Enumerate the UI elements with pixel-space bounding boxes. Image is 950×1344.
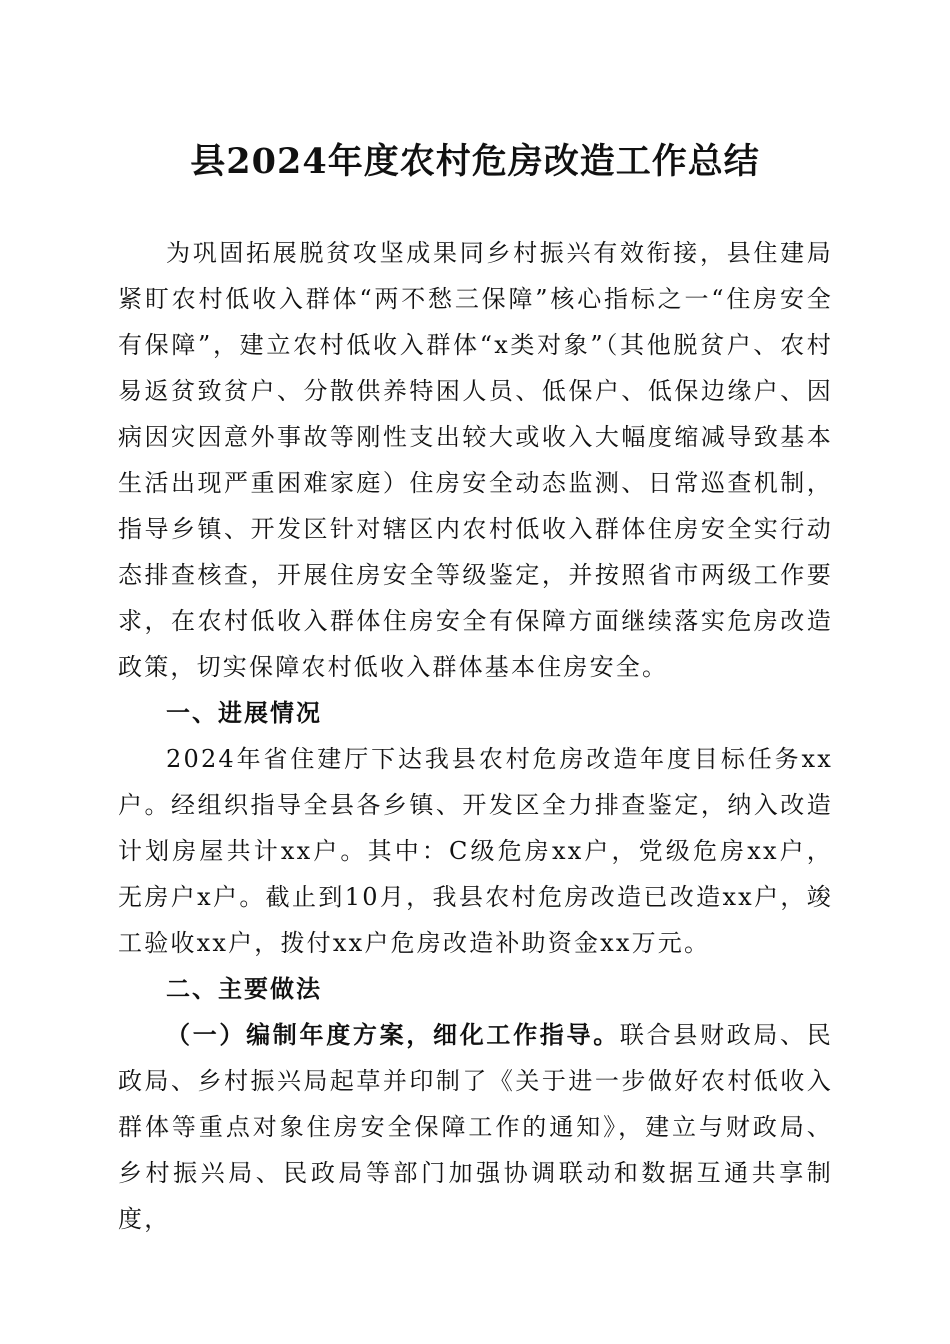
document-body bbox=[118, 230, 833, 1242]
subsection-text: 联合县财政局、民政局、乡村振兴局起草并印制了《关于进一步做好农村低收入群体等重点对象住房安全保障工作的通知》，建立与财政局、乡村振兴局、民政局等部门加强协调联动和数据互通共享制度， bbox=[118, 1021, 833, 1233]
methods-paragraph bbox=[118, 1012, 833, 1242]
document-title: 县2024年度农村危房改造工作总结 bbox=[190, 141, 760, 182]
subsection-heading: （一）编制年度方案，细化工作指导。 bbox=[166, 1020, 620, 1049]
progress-paragraph: 2024年省住建厅下达我县农村危房改造年度目标任务xx户。经组织指导全县各乡镇、开发区全力排查鉴定，纳入改造计划房屋共计xx户。其中：C级危房xx户，党级危房xx户，无房户x户。截止到10月，我县农村危房改造已改造xx户，竣工验收xx户，拨付xx户危房改造补助资金xx万元。 bbox=[118, 745, 833, 957]
intro-paragraph: 为巩固拓展脱贫攻坚成果同乡村振兴有效衔接，县住建局紧盯农村低收入群体“两不愁三保障”核心指标之一“住房安全有保障”，建立农村低收入群体“x类对象”（其他脱贫户、农村易返贫致贫户、分散供养特困人员、低保户、低保边缘户、因病因灾因意外事故等刚性支出较大或收入大幅度缩减导致基本生活出现严重困难家庭）住房安全动态监测、日常巡查机制，指导乡镇、开发区针对辖区内农村低收入群体住房安全实行动态排查核查，开展住房安全等级鉴定，并按照省市两级工作要求，在农村低收入群体住房安全有保障方面继续落实危房改造政策，切实保障农村低收入群体基本住房安全。 bbox=[118, 239, 833, 681]
section-heading-methods: 二、主要做法 bbox=[166, 975, 322, 1003]
section-heading-progress: 一、进展情况 bbox=[166, 699, 322, 727]
